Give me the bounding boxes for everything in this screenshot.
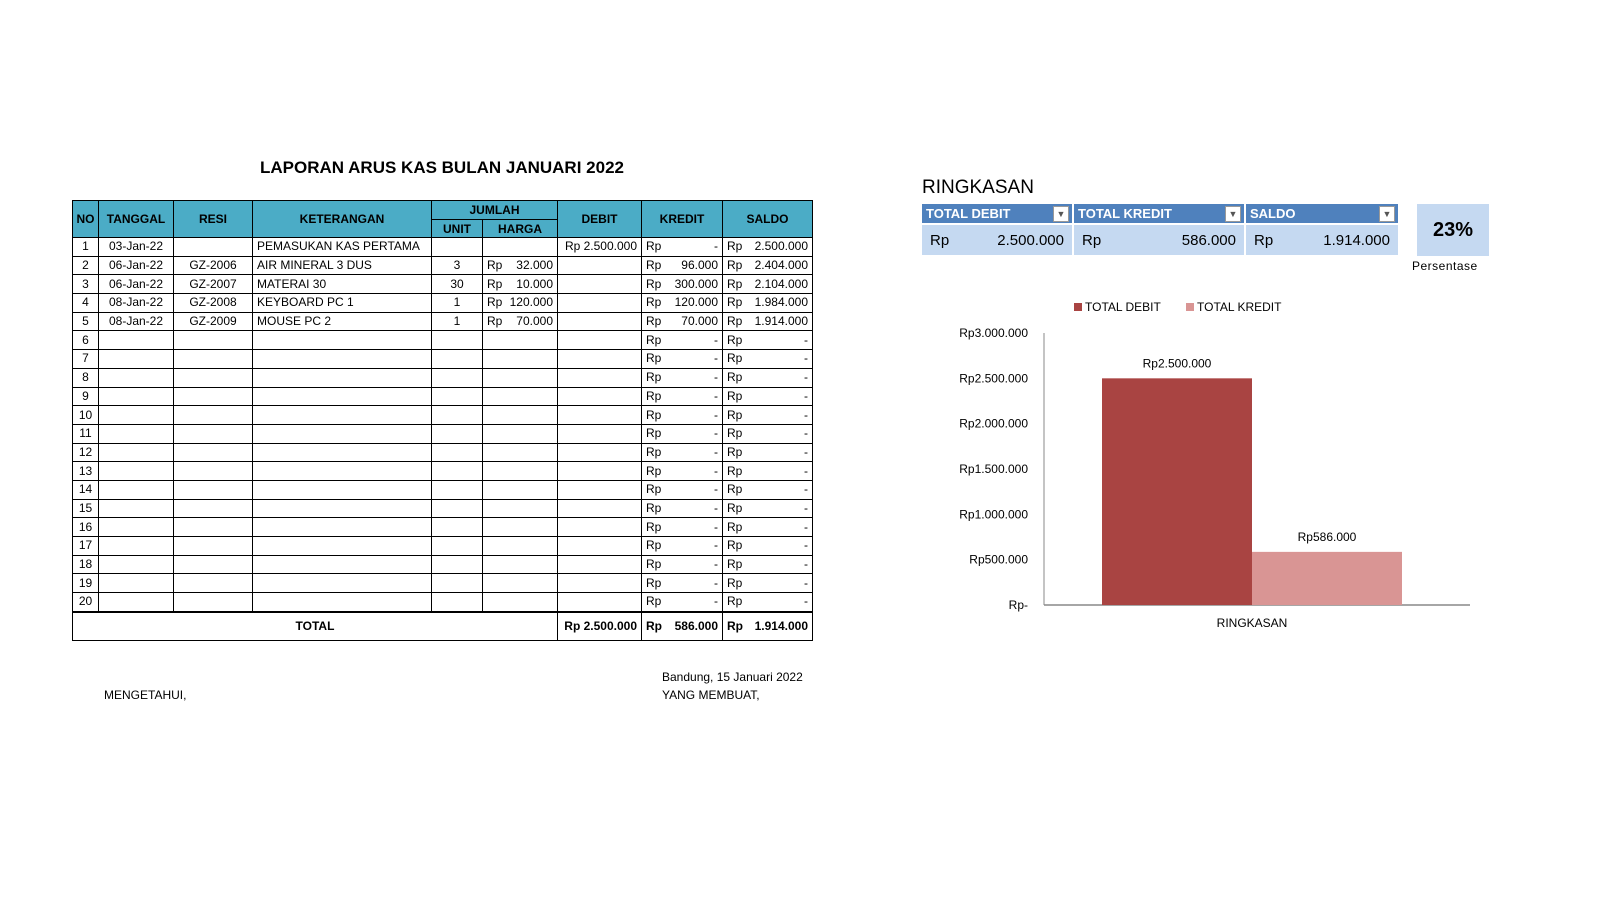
cell-tanggal xyxy=(99,368,174,387)
cell-tanggal xyxy=(99,424,174,443)
cell-tanggal: 08-Jan-22 xyxy=(99,312,174,331)
percentage-label: Persentase xyxy=(1412,259,1478,273)
header-resi: RESI xyxy=(174,201,253,238)
total-kredit-label: TOTAL KREDIT xyxy=(1078,206,1172,221)
cell-harga xyxy=(483,350,558,369)
cell-resi xyxy=(174,238,253,257)
cell-keterangan xyxy=(253,443,432,462)
table-row xyxy=(73,238,813,257)
table-row xyxy=(73,256,813,275)
cell-saldo: Rp - xyxy=(723,406,813,425)
cell-unit xyxy=(432,387,483,406)
cell-keterangan xyxy=(253,424,432,443)
table-row xyxy=(73,555,813,574)
cell-debit xyxy=(558,331,642,350)
cell-no: 14 xyxy=(73,480,99,499)
summary-bar-chart xyxy=(940,295,1480,645)
cell-kredit: Rp - xyxy=(642,238,723,257)
bar-total-kredit xyxy=(1252,552,1402,605)
cell-harga: Rp 120.000 xyxy=(483,294,558,313)
cell-harga xyxy=(483,331,558,350)
legend-label: TOTAL KREDIT xyxy=(1197,300,1282,314)
cell-saldo: Rp - xyxy=(723,350,813,369)
y-tick-label: Rp1.000.000 xyxy=(959,507,1028,522)
cell-harga xyxy=(483,462,558,481)
cell-resi xyxy=(174,593,253,612)
y-tick-label: Rp500.000 xyxy=(969,552,1028,567)
legend-label: TOTAL DEBIT xyxy=(1085,300,1161,314)
cell-keterangan: MOUSE PC 2 xyxy=(253,312,432,331)
cell-kredit: Rp - xyxy=(642,443,723,462)
cell-unit xyxy=(432,368,483,387)
cell-tanggal: 03-Jan-22 xyxy=(99,238,174,257)
cell-debit xyxy=(558,387,642,406)
cell-kredit: Rp - xyxy=(642,555,723,574)
cell-kredit: Rp - xyxy=(642,518,723,537)
mengetahui-label: MENGETAHUI, xyxy=(104,688,187,702)
cell-debit xyxy=(558,368,642,387)
cell-harga xyxy=(483,387,558,406)
data-label: Rp2.500.000 xyxy=(1142,356,1212,371)
cell-debit xyxy=(558,499,642,518)
cell-resi xyxy=(174,518,253,537)
cell-saldo: Rp 2.404.000 xyxy=(723,256,813,275)
cell-keterangan xyxy=(253,480,432,499)
table-row xyxy=(73,294,813,313)
cell-resi xyxy=(174,462,253,481)
cell-kredit: Rp - xyxy=(642,462,723,481)
cell-no: 2 xyxy=(73,256,99,275)
cell-harga xyxy=(483,424,558,443)
cell-keterangan xyxy=(253,387,432,406)
cell-resi xyxy=(174,424,253,443)
cell-kredit: Rp - xyxy=(642,537,723,556)
data-label: Rp586.000 xyxy=(1297,529,1357,544)
cell-resi: GZ-2009 xyxy=(174,312,253,331)
table-row xyxy=(73,368,813,387)
cell-saldo: Rp 1.984.000 xyxy=(723,294,813,313)
y-tick-label: Rp- xyxy=(1008,598,1028,612)
cell-no: 5 xyxy=(73,312,99,331)
cell-kredit: Rp - xyxy=(642,406,723,425)
cell-unit xyxy=(432,518,483,537)
legend-swatch xyxy=(1186,303,1194,311)
table-row xyxy=(73,462,813,481)
table-row xyxy=(73,480,813,499)
cell-saldo: Rp - xyxy=(723,537,813,556)
currency-label: Rp xyxy=(1254,231,1274,249)
table-row xyxy=(73,275,813,294)
cell-no: 12 xyxy=(73,443,99,462)
cell-no: 15 xyxy=(73,499,99,518)
cell-saldo: Rp 1.914.000 xyxy=(723,312,813,331)
cell-keterangan: KEYBOARD PC 1 xyxy=(253,294,432,313)
cell-unit xyxy=(432,406,483,425)
currency-label: Rp xyxy=(1082,231,1102,249)
cell-harga xyxy=(483,443,558,462)
total-debit-value: 2.500.000 xyxy=(997,231,1064,249)
cell-unit xyxy=(432,593,483,612)
header-keterangan: KETERANGAN xyxy=(253,201,432,238)
cell-tanggal xyxy=(99,518,174,537)
cell-harga: Rp 10.000 xyxy=(483,275,558,294)
cell-kredit: Rp - xyxy=(642,350,723,369)
cell-resi: GZ-2008 xyxy=(174,294,253,313)
cell-resi xyxy=(174,555,253,574)
cell-kredit: Rp 70.000 xyxy=(642,312,723,331)
cell-kredit: Rp 300.000 xyxy=(642,275,723,294)
cell-tanggal xyxy=(99,462,174,481)
cell-saldo: Rp - xyxy=(723,462,813,481)
cell-resi xyxy=(174,387,253,406)
cell-no: 18 xyxy=(73,555,99,574)
cell-no: 8 xyxy=(73,368,99,387)
table-row xyxy=(73,387,813,406)
cell-unit xyxy=(432,480,483,499)
cell-tanggal xyxy=(99,537,174,556)
cell-resi xyxy=(174,499,253,518)
cell-keterangan xyxy=(253,350,432,369)
cell-unit: 30 xyxy=(432,275,483,294)
summary-title: RINGKASAN xyxy=(922,177,1034,198)
cell-debit xyxy=(558,294,642,313)
cell-no: 9 xyxy=(73,387,99,406)
cell-kredit: Rp - xyxy=(642,424,723,443)
cell-resi: GZ-2007 xyxy=(174,275,253,294)
cell-resi: GZ-2006 xyxy=(174,256,253,275)
cell-keterangan xyxy=(253,406,432,425)
cell-debit: Rp 2.500.000 xyxy=(558,238,642,257)
cell-debit xyxy=(558,350,642,369)
cell-no: 10 xyxy=(73,406,99,425)
cell-unit: 1 xyxy=(432,312,483,331)
cell-debit xyxy=(558,574,642,593)
cell-harga xyxy=(483,480,558,499)
cell-saldo: Rp 2.104.000 xyxy=(723,275,813,294)
cell-saldo: Rp - xyxy=(723,593,813,612)
cell-unit xyxy=(432,424,483,443)
saldo-value: 1.914.000 xyxy=(1323,231,1390,249)
cell-tanggal xyxy=(99,350,174,369)
cell-tanggal xyxy=(99,331,174,350)
cell-saldo: Rp - xyxy=(723,574,813,593)
y-tick-label: Rp2.500.000 xyxy=(959,371,1028,386)
total-debit-label: TOTAL DEBIT xyxy=(926,206,1011,221)
cell-tanggal: 08-Jan-22 xyxy=(99,294,174,313)
cell-debit xyxy=(558,555,642,574)
report-title: LAPORAN ARUS KAS BULAN JANUARI 2022 xyxy=(260,158,624,177)
cell-debit xyxy=(558,462,642,481)
dropdown-arrow-icon[interactable]: ▼ xyxy=(1053,206,1069,222)
cell-debit xyxy=(558,480,642,499)
cell-harga xyxy=(483,593,558,612)
table-row xyxy=(73,443,813,462)
cell-resi xyxy=(174,574,253,593)
cell-tanggal xyxy=(99,574,174,593)
cell-harga xyxy=(483,574,558,593)
yang-membuat-label: YANG MEMBUAT, xyxy=(662,688,760,702)
y-tick-label: Rp2.000.000 xyxy=(959,416,1028,431)
header-saldo: SALDO xyxy=(723,201,813,238)
cell-kredit: Rp 120.000 xyxy=(642,294,723,313)
cell-saldo: Rp - xyxy=(723,331,813,350)
table-row xyxy=(73,537,813,556)
table-row xyxy=(73,350,813,369)
cell-no: 3 xyxy=(73,275,99,294)
cell-keterangan xyxy=(253,537,432,556)
saldo-card xyxy=(1246,204,1398,255)
cell-keterangan xyxy=(253,518,432,537)
legend-swatch xyxy=(1074,303,1082,311)
cell-kredit: Rp 96.000 xyxy=(642,256,723,275)
cell-harga: Rp 32.000 xyxy=(483,256,558,275)
cell-saldo: Rp - xyxy=(723,555,813,574)
cell-harga xyxy=(483,555,558,574)
cell-keterangan: PEMASUKAN KAS PERTAMA xyxy=(253,238,432,257)
table-row xyxy=(73,406,813,425)
cell-unit xyxy=(432,331,483,350)
cell-debit xyxy=(558,424,642,443)
cell-keterangan xyxy=(253,331,432,350)
cell-tanggal xyxy=(99,443,174,462)
cell-kredit: Rp - xyxy=(642,480,723,499)
table-row xyxy=(73,331,813,350)
total-saldo: Rp 1.914.000 xyxy=(723,612,813,641)
cell-unit: 3 xyxy=(432,256,483,275)
header-debit: DEBIT xyxy=(558,201,642,238)
cash-flow-table xyxy=(72,200,813,641)
cell-resi xyxy=(174,406,253,425)
cell-saldo: Rp - xyxy=(723,368,813,387)
table-row xyxy=(73,593,813,612)
cell-tanggal: 06-Jan-22 xyxy=(99,275,174,294)
cell-no: 17 xyxy=(73,537,99,556)
cell-harga xyxy=(483,368,558,387)
cell-resi xyxy=(174,537,253,556)
cell-debit xyxy=(558,443,642,462)
cell-kredit: Rp - xyxy=(642,368,723,387)
cell-no: 4 xyxy=(73,294,99,313)
cell-debit xyxy=(558,537,642,556)
total-kredit: Rp 586.000 xyxy=(642,612,723,641)
cell-keterangan xyxy=(253,368,432,387)
cell-keterangan: MATERAI 30 xyxy=(253,275,432,294)
cell-debit xyxy=(558,518,642,537)
cell-saldo: Rp - xyxy=(723,424,813,443)
cell-keterangan xyxy=(253,574,432,593)
cell-kredit: Rp - xyxy=(642,499,723,518)
cell-unit xyxy=(432,574,483,593)
cell-kredit: Rp - xyxy=(642,593,723,612)
total-debit-card xyxy=(922,204,1072,255)
cell-keterangan xyxy=(253,462,432,481)
cell-saldo: Rp - xyxy=(723,443,813,462)
total-kredit-card xyxy=(1074,204,1244,255)
cell-tanggal xyxy=(99,499,174,518)
cell-keterangan xyxy=(253,593,432,612)
table-row xyxy=(73,312,813,331)
percentage-value: 23% xyxy=(1417,204,1489,256)
header-tanggal: TANGGAL xyxy=(99,201,174,238)
cell-no: 1 xyxy=(73,238,99,257)
cell-unit xyxy=(432,555,483,574)
header-jumlah: JUMLAH xyxy=(432,201,558,220)
cell-saldo: Rp 2.500.000 xyxy=(723,238,813,257)
cell-tanggal xyxy=(99,387,174,406)
cell-harga: Rp 70.000 xyxy=(483,312,558,331)
cell-unit xyxy=(432,238,483,257)
cell-tanggal xyxy=(99,555,174,574)
table-row xyxy=(73,424,813,443)
cell-harga xyxy=(483,518,558,537)
cell-unit xyxy=(432,499,483,518)
cell-kredit: Rp - xyxy=(642,387,723,406)
currency-label: Rp xyxy=(930,231,950,249)
cell-unit xyxy=(432,350,483,369)
cell-tanggal: 06-Jan-22 xyxy=(99,256,174,275)
cell-kredit: Rp - xyxy=(642,331,723,350)
cell-debit xyxy=(558,406,642,425)
cell-harga xyxy=(483,406,558,425)
header-kredit: KREDIT xyxy=(642,201,723,238)
x-tick-label: RINGKASAN xyxy=(1216,616,1288,630)
table-row xyxy=(73,499,813,518)
header-unit: UNIT xyxy=(432,220,483,238)
cell-saldo: Rp - xyxy=(723,480,813,499)
cell-debit xyxy=(558,593,642,612)
cell-unit xyxy=(432,537,483,556)
cell-debit xyxy=(558,275,642,294)
cell-tanggal xyxy=(99,406,174,425)
saldo-label: SALDO xyxy=(1250,206,1296,221)
total-label: TOTAL xyxy=(73,612,558,641)
cell-resi xyxy=(174,443,253,462)
cell-debit xyxy=(558,256,642,275)
cell-keterangan: AIR MINERAL 3 DUS xyxy=(253,256,432,275)
table-row xyxy=(73,518,813,537)
y-tick-label: Rp3.000.000 xyxy=(959,326,1028,340)
cell-saldo: Rp - xyxy=(723,387,813,406)
table-row xyxy=(73,574,813,593)
cell-no: 19 xyxy=(73,574,99,593)
place-date: Bandung, 15 Januari 2022 xyxy=(662,670,803,684)
cell-resi xyxy=(174,350,253,369)
cell-harga xyxy=(483,499,558,518)
y-tick-label: Rp1.500.000 xyxy=(959,462,1028,476)
cell-no: 13 xyxy=(73,462,99,481)
cell-unit: 1 xyxy=(432,294,483,313)
cell-no: 7 xyxy=(73,350,99,369)
cell-no: 20 xyxy=(73,593,99,612)
cell-keterangan xyxy=(253,555,432,574)
cell-harga xyxy=(483,238,558,257)
cell-no: 11 xyxy=(73,424,99,443)
cell-harga xyxy=(483,537,558,556)
header-harga: HARGA xyxy=(483,220,558,238)
cell-saldo: Rp - xyxy=(723,518,813,537)
cell-tanggal xyxy=(99,480,174,499)
cell-resi xyxy=(174,331,253,350)
cell-keterangan xyxy=(253,499,432,518)
bar-total-debit xyxy=(1102,378,1252,605)
cell-unit xyxy=(432,462,483,481)
cell-kredit: Rp - xyxy=(642,574,723,593)
cell-no: 6 xyxy=(73,331,99,350)
cell-saldo: Rp - xyxy=(723,499,813,518)
total-row xyxy=(73,612,813,641)
cell-resi xyxy=(174,368,253,387)
cell-tanggal xyxy=(99,593,174,612)
dropdown-arrow-icon[interactable]: ▼ xyxy=(1379,206,1395,222)
total-kredit-value: 586.000 xyxy=(1181,231,1236,249)
cell-resi xyxy=(174,480,253,499)
cell-debit xyxy=(558,312,642,331)
cell-no: 16 xyxy=(73,518,99,537)
cell-unit xyxy=(432,443,483,462)
total-debit: Rp 2.500.000 xyxy=(558,612,642,641)
header-no: NO xyxy=(73,201,99,238)
dropdown-arrow-icon[interactable]: ▼ xyxy=(1225,206,1241,222)
